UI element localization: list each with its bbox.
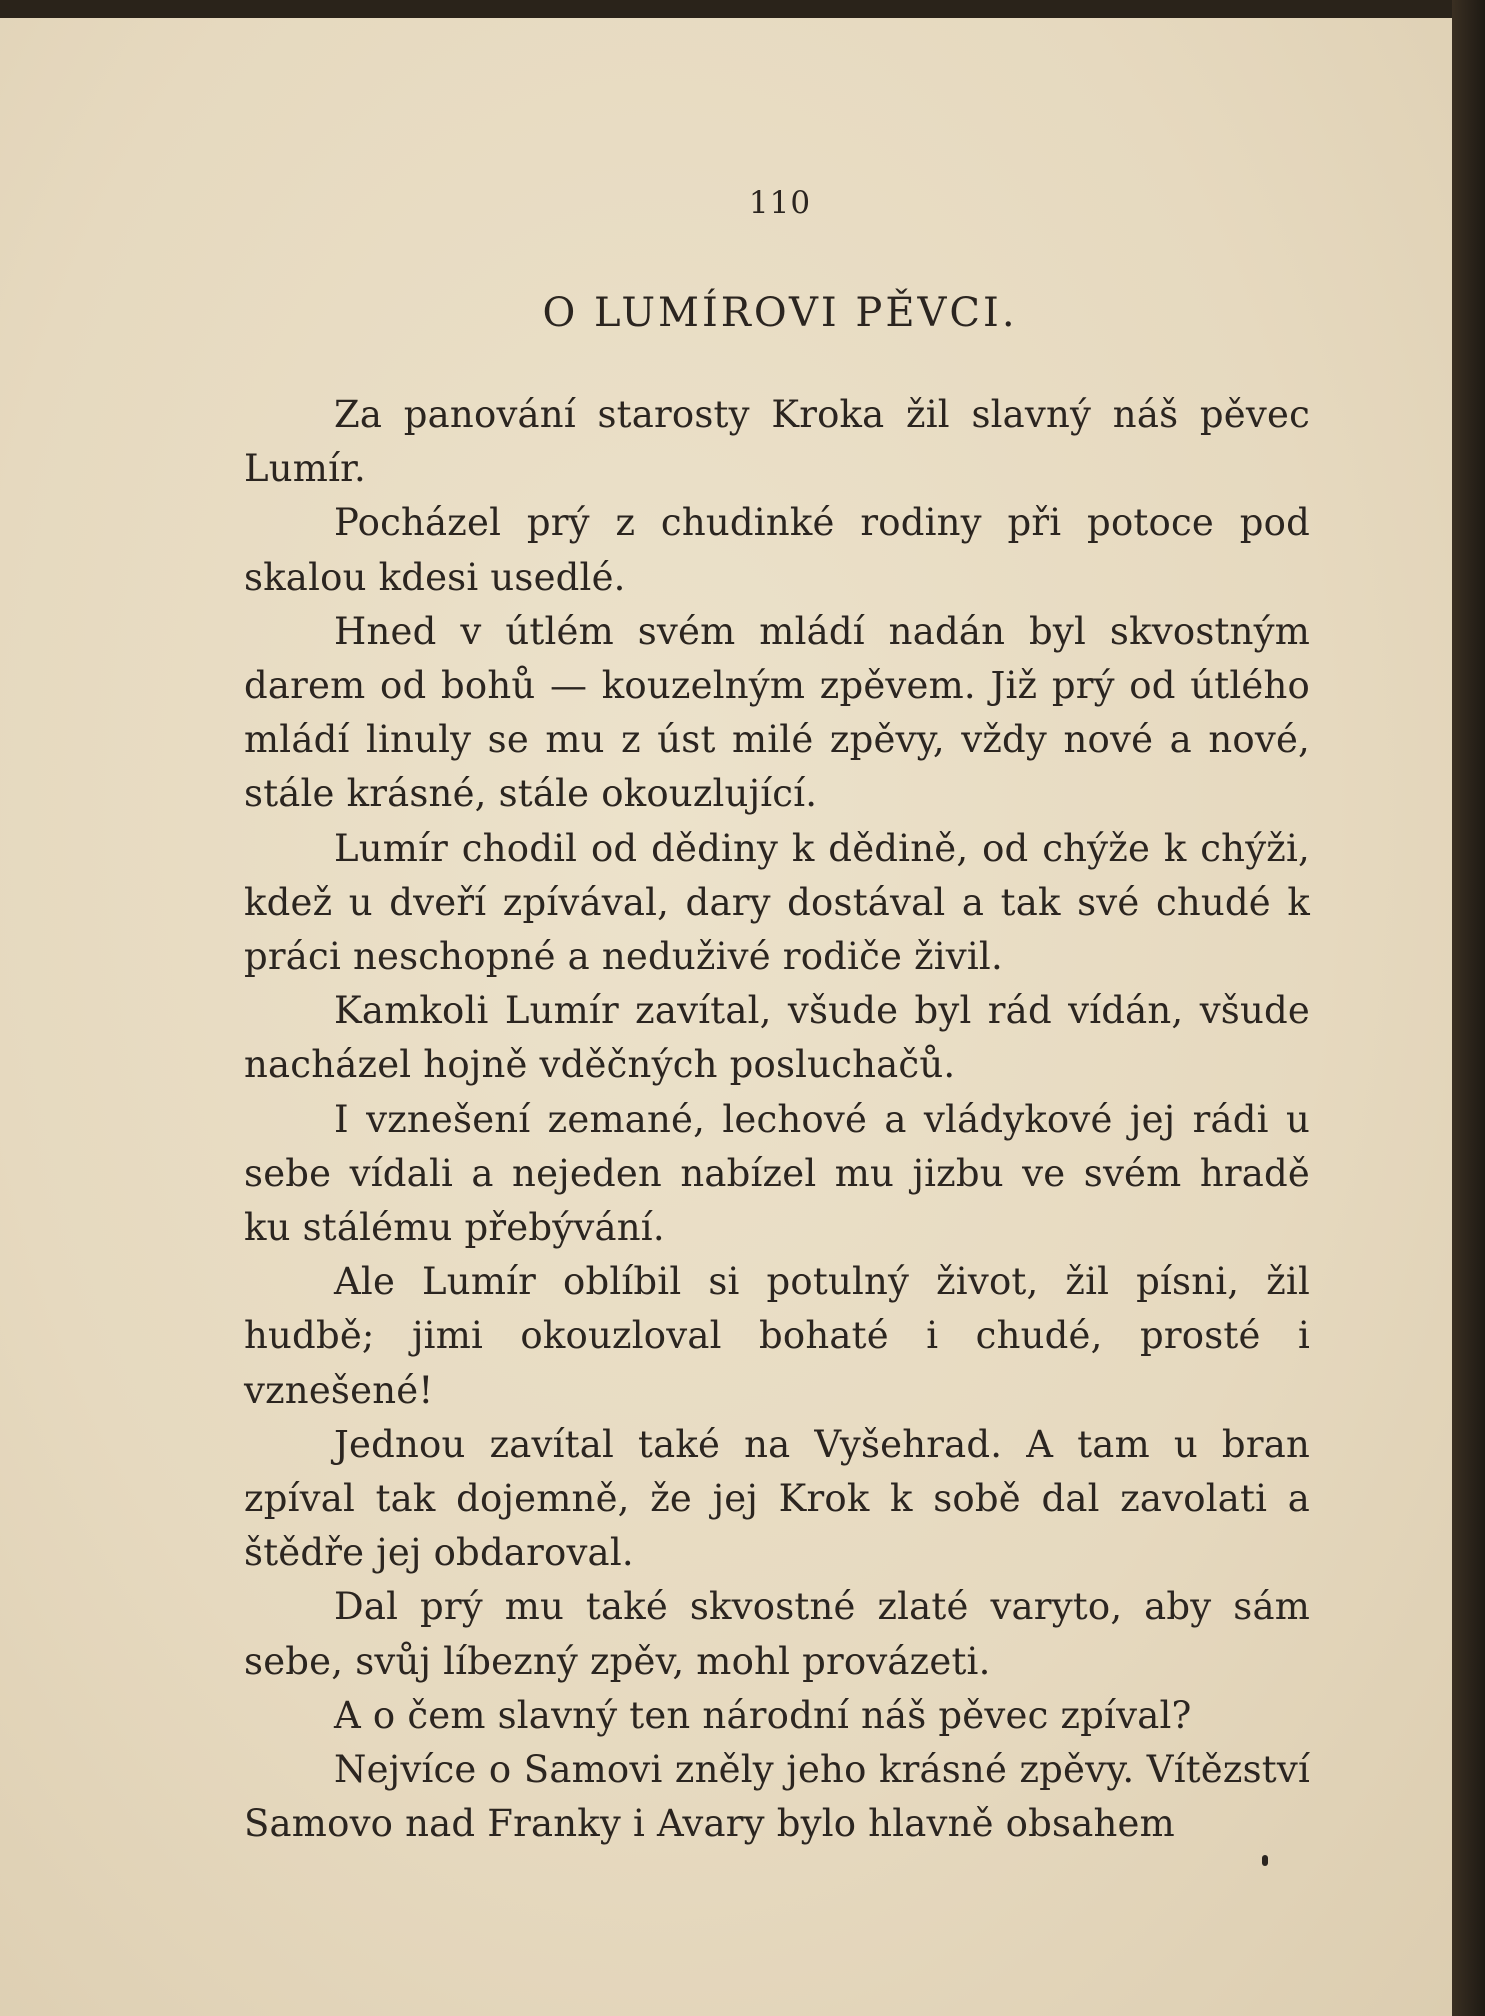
paragraph: I vznešení zemané, lechové a vládykové jej rádi u sebe vídali a nejeden nabízel mu jizbu ve svém hradě ku stálému přebývání. — [244, 1097, 1310, 1250]
paragraph: Hned v útlém svém mládí nadán byl skvostným darem od bohů — kouzelným zpěvem. Již prý od útlého mládí linuly se mu z úst milé zpěvy, vždy nové a nové, stále krásné, stále okouzlující. — [244, 609, 1310, 816]
paragraph: Lumír chodil od dědiny k dědině, od chýže k chýži, kdež u dveří zpívával, dary dostával a tak své chudé k práci neschopné a neduživé rodiče živil. — [244, 826, 1310, 979]
ink-dot — [1262, 1855, 1268, 1866]
page-number: 110 — [748, 185, 812, 221]
paragraph: Ale Lumír oblíbil si potulný život, žil písni, žil hudbě; jimi okouzloval bohaté i chudé, prosté i vznešené! — [244, 1260, 1310, 1412]
paragraph: A o čem slavný ten národní náš pěvec zpíval? — [334, 1693, 1192, 1737]
chapter-title: O LUMÍROVI PĚVCI. — [542, 290, 1018, 336]
paragraph: Pocházel prý z chudinké rodiny při potoce pod skalou kdesi usedlé. — [244, 501, 1310, 599]
paragraph: Nejvíce o Samovi zněly jeho krásné zpěvy. Vítězství Samovo nad Franky i Avary bylo hlavně obsahem — [244, 1748, 1310, 1846]
paragraph: Kamkoli Lumír zavítal, všude byl rád vídán, všude nacházel hojně vděčných posluchačů. — [244, 989, 1310, 1087]
body-text — [244, 388, 1310, 1851]
paragraph: Dal prý mu také skvostné zlaté varyto, aby sám sebe, svůj líbezný zpěv, mohl provázeti. — [244, 1585, 1310, 1683]
paragraph: Za panování starosty Kroka žil slavný náš pěvec Lumír. — [244, 393, 1310, 491]
paragraph: Jednou zavítal také na Vyšehrad. A tam u bran zpíval tak dojemně, že jej Krok k sobě dal zavolati a štědře jej obdaroval. — [244, 1422, 1310, 1575]
